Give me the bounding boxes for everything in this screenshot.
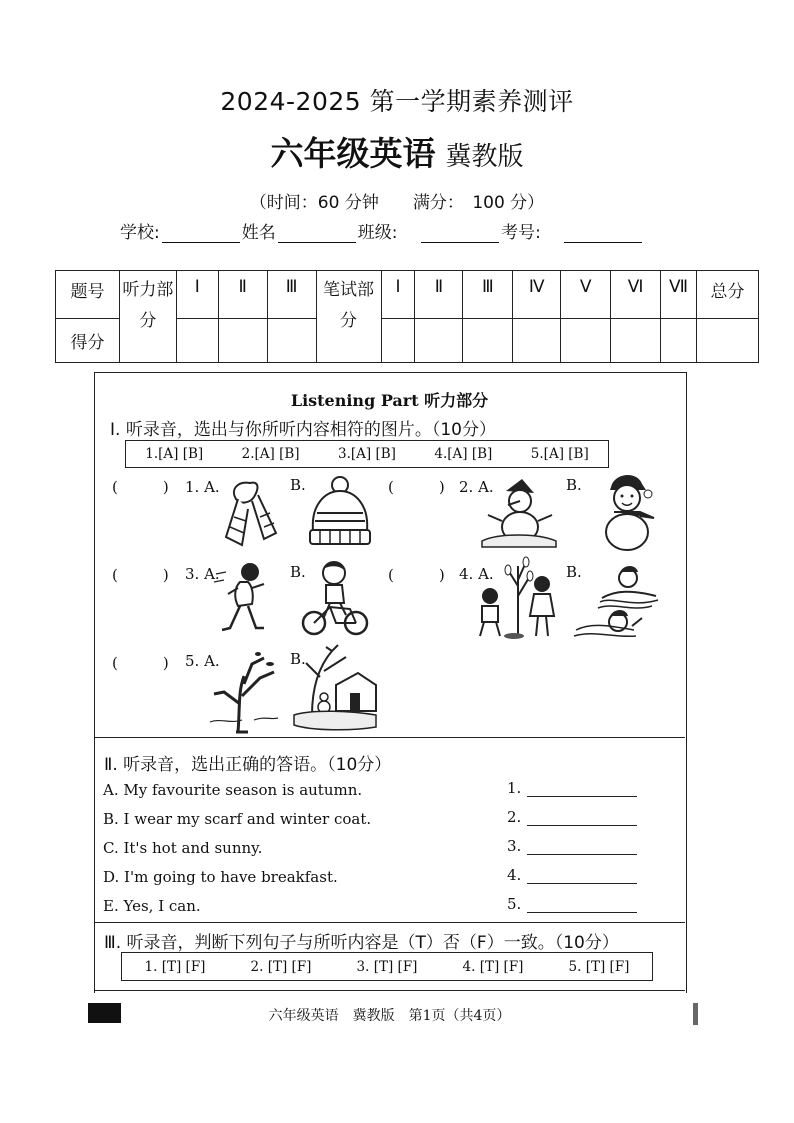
snowman-icon[interactable] — [596, 472, 662, 552]
q3-label: 3. A. — [185, 565, 220, 583]
exam-title: 2024-2025 第一学期素养测评 — [220, 87, 574, 116]
score-row-label: 得分 — [56, 319, 120, 363]
tf-option[interactable]: 1. [T] [F] — [144, 958, 206, 975]
time-score-info: （时间：60 分钟 满分： 100 分） — [249, 193, 545, 213]
name-label: 姓名 — [241, 223, 276, 243]
written-col-6: Ⅵ — [611, 271, 661, 319]
class-field[interactable] — [421, 224, 499, 243]
school-field[interactable] — [162, 224, 240, 243]
written-col-2: Ⅱ — [415, 271, 463, 319]
page-footer: 六年级英语 冀教版 第1页（共4页） — [268, 1008, 511, 1024]
listening-part-label: 听力部分 — [119, 271, 176, 363]
score-cell[interactable] — [463, 319, 513, 363]
section1-heading: Ⅰ. 听录音，选出与你所听内容相符的图片。（10分） — [110, 420, 496, 440]
q2-b-label: B. — [566, 476, 582, 494]
grade-heading — [0, 128, 794, 175]
children-swimming-icon[interactable] — [572, 560, 664, 644]
girl-walking-wind-icon[interactable] — [212, 558, 274, 638]
total-score-label: 总分 — [697, 271, 759, 319]
school-label: 学校: — [120, 223, 160, 243]
answer-paren[interactable]: ( ) — [388, 566, 445, 584]
blank-number: 4. — [507, 866, 522, 884]
blank-number: 1. — [507, 779, 522, 797]
score-cell[interactable] — [661, 319, 697, 363]
scarf-icon[interactable] — [220, 475, 280, 550]
written-col-5: Ⅴ — [561, 271, 611, 319]
answer-option[interactable]: 3.[A] [B] — [338, 446, 396, 462]
children-planting-tree-icon[interactable] — [472, 556, 562, 642]
name-field[interactable] — [278, 224, 356, 243]
q5-b-label: B. — [290, 650, 306, 668]
edition-label: 冀教版 — [445, 142, 524, 172]
option-c: C. It's hot and sunny. — [103, 839, 263, 857]
listening-col-3: Ⅲ — [267, 271, 316, 319]
answer-blank-1[interactable] — [507, 779, 637, 797]
section2-heading: Ⅱ. 听录音，选出正确的答语。（10分） — [104, 755, 392, 775]
knit-hat-icon[interactable] — [305, 475, 375, 550]
written-col-3: Ⅲ — [463, 271, 513, 319]
listening-part-title: Listening Part 听力部分 — [290, 391, 489, 410]
answer-option[interactable]: 2.[A] [B] — [241, 446, 300, 462]
section1-answer-box — [125, 440, 609, 468]
q3-b-label: B. — [290, 563, 306, 581]
q1-label: 1. A. — [185, 478, 220, 496]
q4-label: 4. A. — [459, 565, 494, 583]
blank-number: 5. — [507, 895, 522, 913]
frame-bottom — [94, 990, 685, 991]
score-cell[interactable] — [218, 319, 267, 363]
tf-option[interactable]: 4. [T] [F] — [462, 958, 524, 975]
answer-option[interactable]: 5.[A] [B] — [530, 446, 589, 462]
snowy-house-icon[interactable] — [292, 645, 378, 731]
answer-blank-4[interactable] — [507, 866, 637, 884]
tf-option[interactable]: 2. [T] [F] — [250, 958, 312, 975]
exam-no-field[interactable] — [564, 224, 642, 243]
answer-option[interactable]: 1.[A] [B] — [145, 446, 204, 462]
snowman-sitting-icon[interactable] — [478, 475, 558, 550]
q2-label: 2. A. — [459, 478, 494, 496]
score-table — [55, 270, 759, 363]
answer-blank-5[interactable] — [507, 895, 637, 913]
answer-option[interactable]: 4.[A] [B] — [434, 446, 493, 462]
tf-option[interactable]: 5. [T] [F] — [568, 958, 630, 975]
answer-paren[interactable]: ( ) — [112, 566, 169, 584]
option-e: E. Yes, I can. — [103, 897, 201, 915]
score-cell[interactable] — [267, 319, 316, 363]
written-col-1: Ⅰ — [381, 271, 415, 319]
answer-paren[interactable]: ( ) — [112, 478, 169, 496]
student-info-line — [120, 218, 644, 243]
question-number-label: 题号 — [56, 271, 120, 319]
score-cell[interactable] — [561, 319, 611, 363]
score-cell[interactable] — [513, 319, 561, 363]
boy-riding-bike-icon[interactable] — [300, 557, 370, 639]
section3-heading: Ⅲ. 听录音，判断下列句子与所听内容是（T）否（F）一致。（10分） — [104, 933, 619, 953]
q4-b-label: B. — [566, 563, 582, 581]
q1-b-label: B. — [290, 476, 306, 494]
score-cell[interactable] — [176, 319, 218, 363]
score-cell[interactable] — [611, 319, 661, 363]
section3-answer-box — [121, 952, 653, 981]
blank-number: 3. — [507, 837, 522, 855]
written-col-7: Ⅶ — [661, 271, 697, 319]
answer-paren[interactable]: ( ) — [112, 654, 169, 672]
windy-tree-icon[interactable] — [208, 648, 280, 734]
section-divider — [94, 922, 685, 923]
q5-label: 5. A. — [185, 652, 220, 670]
blank-number: 2. — [507, 808, 522, 826]
tf-option[interactable]: 3. [T] [F] — [356, 958, 418, 975]
total-score-cell[interactable] — [697, 319, 759, 363]
option-b: B. I wear my scarf and winter coat. — [103, 810, 372, 828]
scan-marker — [693, 1003, 698, 1025]
written-part-label: 笔试部分 — [316, 271, 381, 363]
answer-blank-3[interactable] — [507, 837, 637, 855]
exam-no-label: 考号: — [501, 223, 541, 243]
written-col-4: Ⅳ — [513, 271, 561, 319]
answer-paren[interactable]: ( ) — [388, 478, 445, 496]
option-a: A. My favourite season is autumn. — [103, 781, 363, 799]
score-cell[interactable] — [381, 319, 415, 363]
section-divider — [94, 737, 685, 738]
class-label: 班级: — [357, 223, 398, 243]
score-cell[interactable] — [415, 319, 463, 363]
answer-blank-2[interactable] — [507, 808, 637, 826]
grade-subject: 六年级英语 — [270, 134, 436, 173]
option-d: D. I'm going to have breakfast. — [103, 868, 338, 886]
listening-col-2: Ⅱ — [218, 271, 267, 319]
listening-col-1: Ⅰ — [176, 271, 218, 319]
